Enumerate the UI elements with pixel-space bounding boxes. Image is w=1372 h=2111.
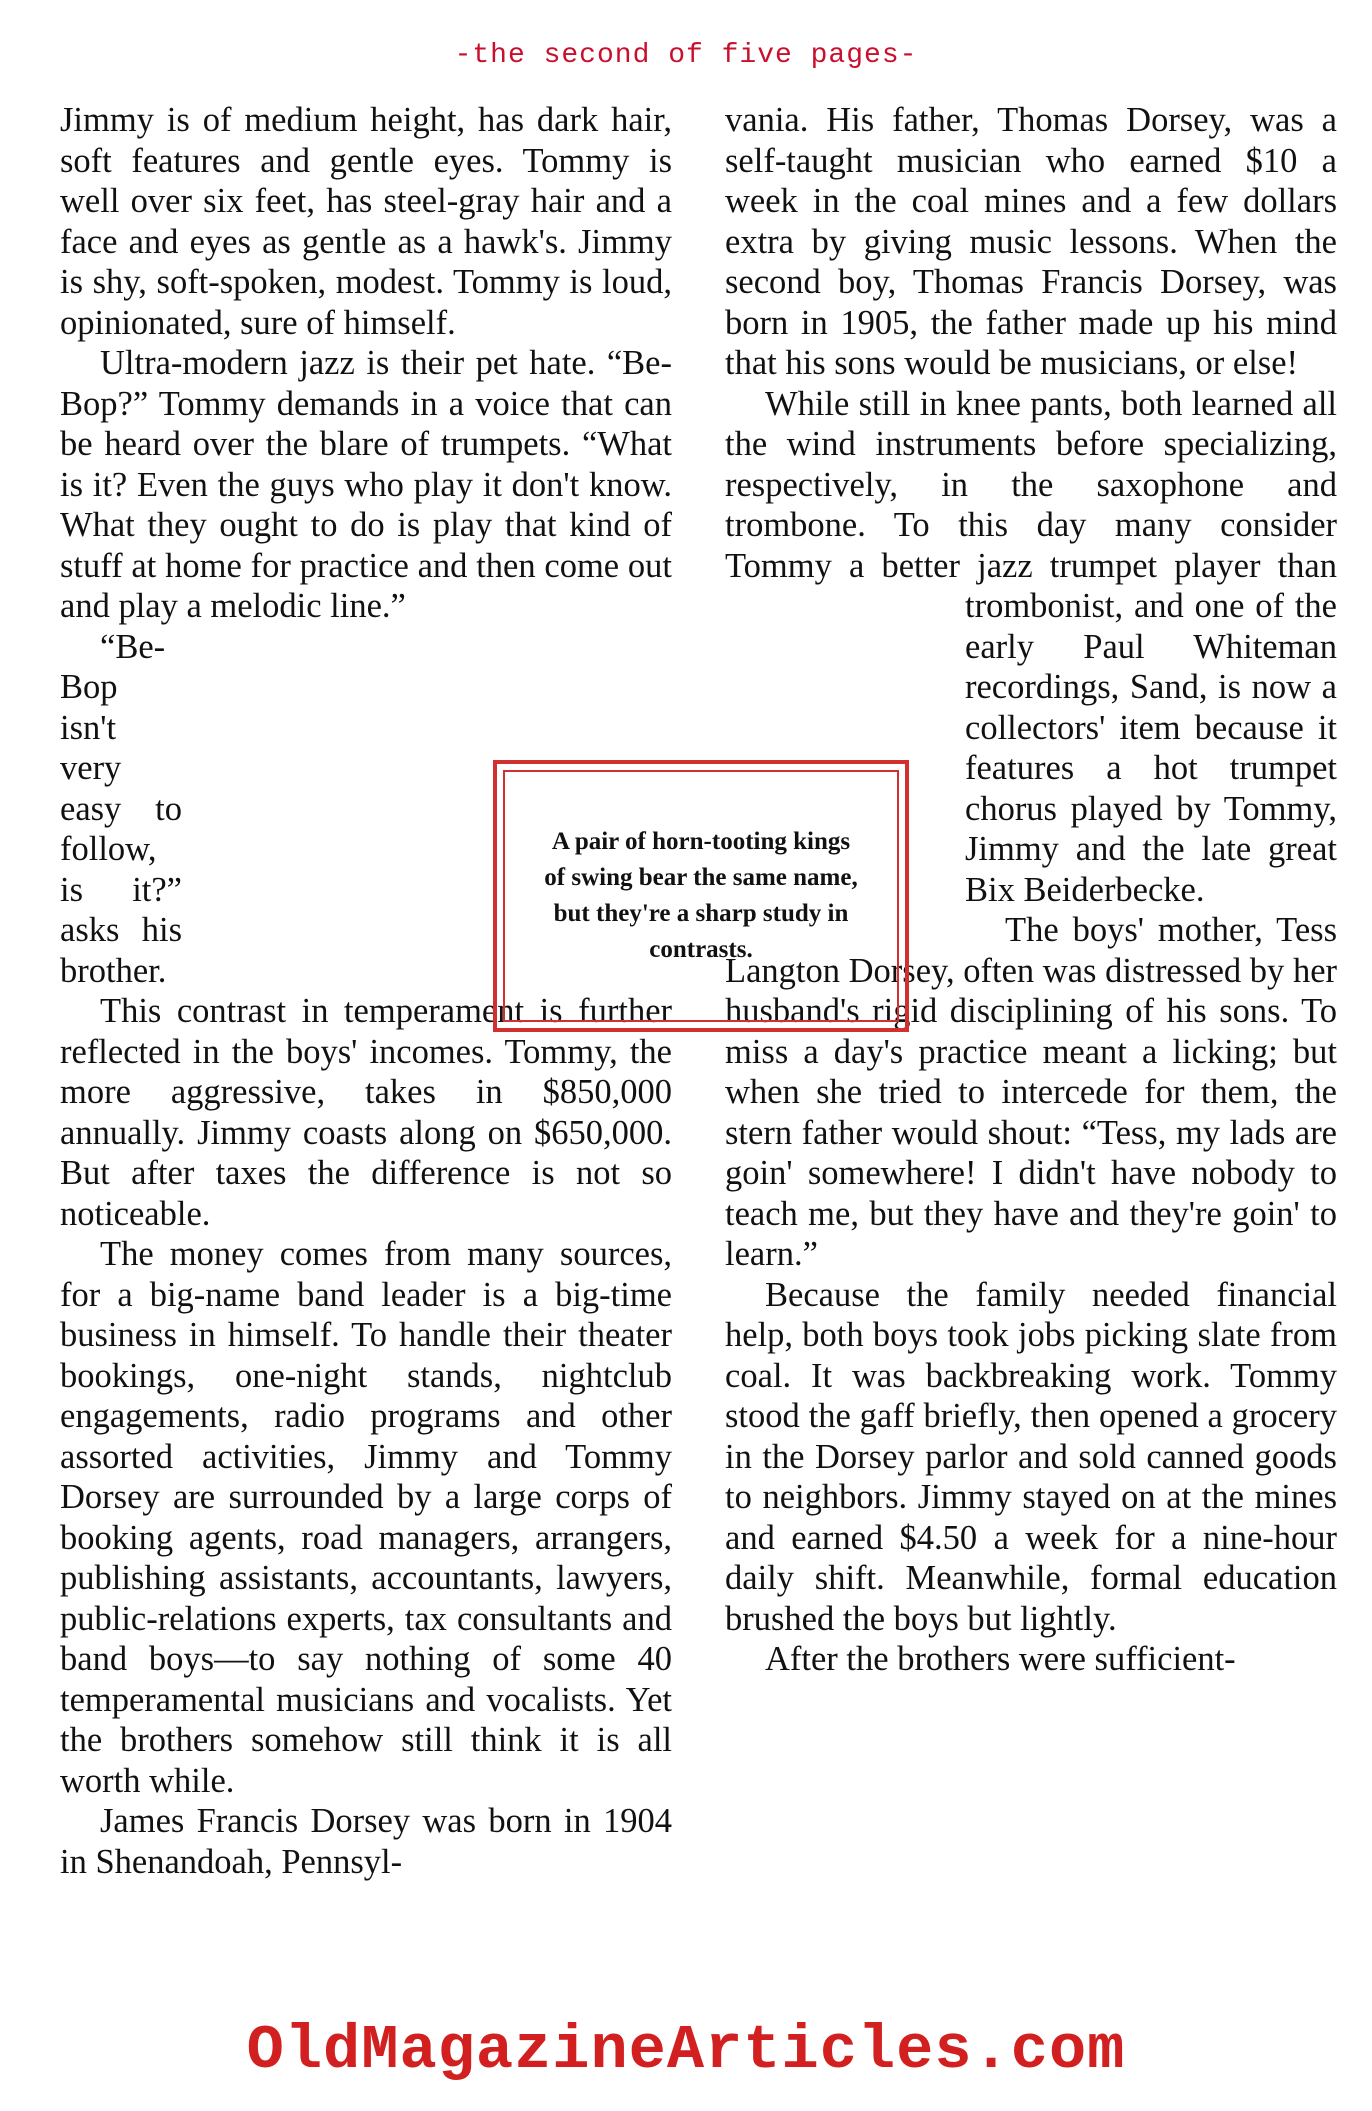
- paragraph: The boys' mother, Tess Langton Dorsey, often was distressed by her husband's rigid disciplining of his sons. To miss a day's practice meant a licking; but when she tried to intercede for them, the stern father would shout: “Tess, my lads are goin' somewhere! I didn't have nobody to teach me, but they have and they're goin' to learn.”: [725, 911, 1337, 1273]
- paragraph: While still in knee pants, both learned all the wind instruments before specializing, respectively, in the saxophone and trombone. To this day many consider Tommy a better jazz trumpet player than trombonist, and one of the early Paul Whiteman recordings, Sand, is now a collectors' item because it features a hot trumpet chorus played by Tommy, Jimmy and the late great Bix Beiderbecke.: [725, 384, 1337, 911]
- paragraph: James Francis Dorsey was born in 1904 in Shenandoah, Pennsyl-: [60, 1802, 672, 1881]
- paragraph: This contrast in temperament is further reflected in the boys' incomes. Tommy, the more aggressive, takes in $850,000 annually. Jimmy coasts along on $650,000. But after taxes the difference is not so noticeable.: [60, 992, 672, 1233]
- site-watermark: OldMagazineArticles.com: [246, 2015, 1126, 2086]
- page-header: -the second of five pages-: [454, 40, 918, 71]
- pull-quote-text: A pair of horn-tooting kings of swing bear the same name, but they're a sharp study in contrasts.: [544, 828, 858, 963]
- paragraph: vania. His father, Thomas Dorsey, was a self-taught musician who earned $10 a week in the coal mines and a few dollars extra by giving music lessons. When the second boy, Thomas Francis Dorsey, was born in 1905, the father made up his mind that his sons would be musicians, or else!: [725, 101, 1337, 382]
- paragraph: Because the family needed financial help, both boys took jobs picking slate from coal. It was backbreaking work. Tommy stood the gaff briefly, then opened a grocery in the Dorsey parlor and sold canned goods to neighbors. Jimmy stayed on at the mines and earned $4.50 a week for a nine-hour daily shift. Meanwhile, formal education brushed the boys but lightly.: [725, 1275, 1337, 1638]
- paragraph: Ultra-modern jazz is their pet hate. “Be-Bop?” Tommy demands in a voice that can be heard over the blare of trumpets. “What is it? Even the guys who play it don't know. What they ought to do is play that kind of stuff at home for practice and then come out and play a melodic line.”: [60, 344, 672, 625]
- paragraph: “Be-Bop isn't very easy to follow, is it?” asks his brother.: [60, 627, 182, 990]
- pull-quote-box: [493, 760, 909, 1032]
- paragraph: Jimmy is of medium height, has dark hair, soft features and gentle eyes. Tommy is well over six feet, has steel-gray hair and a face and eyes as gentle as a hawk's. Jimmy is shy, soft-spoken, modest. Tommy is loud, opinionated, sure of himself.: [60, 101, 672, 342]
- paragraph: After the brothers were sufficient-: [765, 1640, 1236, 1678]
- pull-quote-inner-border: [503, 770, 899, 1022]
- paragraph: The money comes from many sources, for a big-name band leader is a big-time business in himself. To handle their theater bookings, one-night stands, nightclub engagements, radio programs and other assorted activities, Jimmy and Tommy Dorsey are surrounded by a large corps of booking agents, road managers, arrangers, publishing assistants, accountants, lawyers, public-relations experts, tax consultants and band boys—to say nothing of some 40 temperamental musicians and vocalists. Yet the brothers somehow still think it is all worth while.: [60, 1235, 672, 1800]
